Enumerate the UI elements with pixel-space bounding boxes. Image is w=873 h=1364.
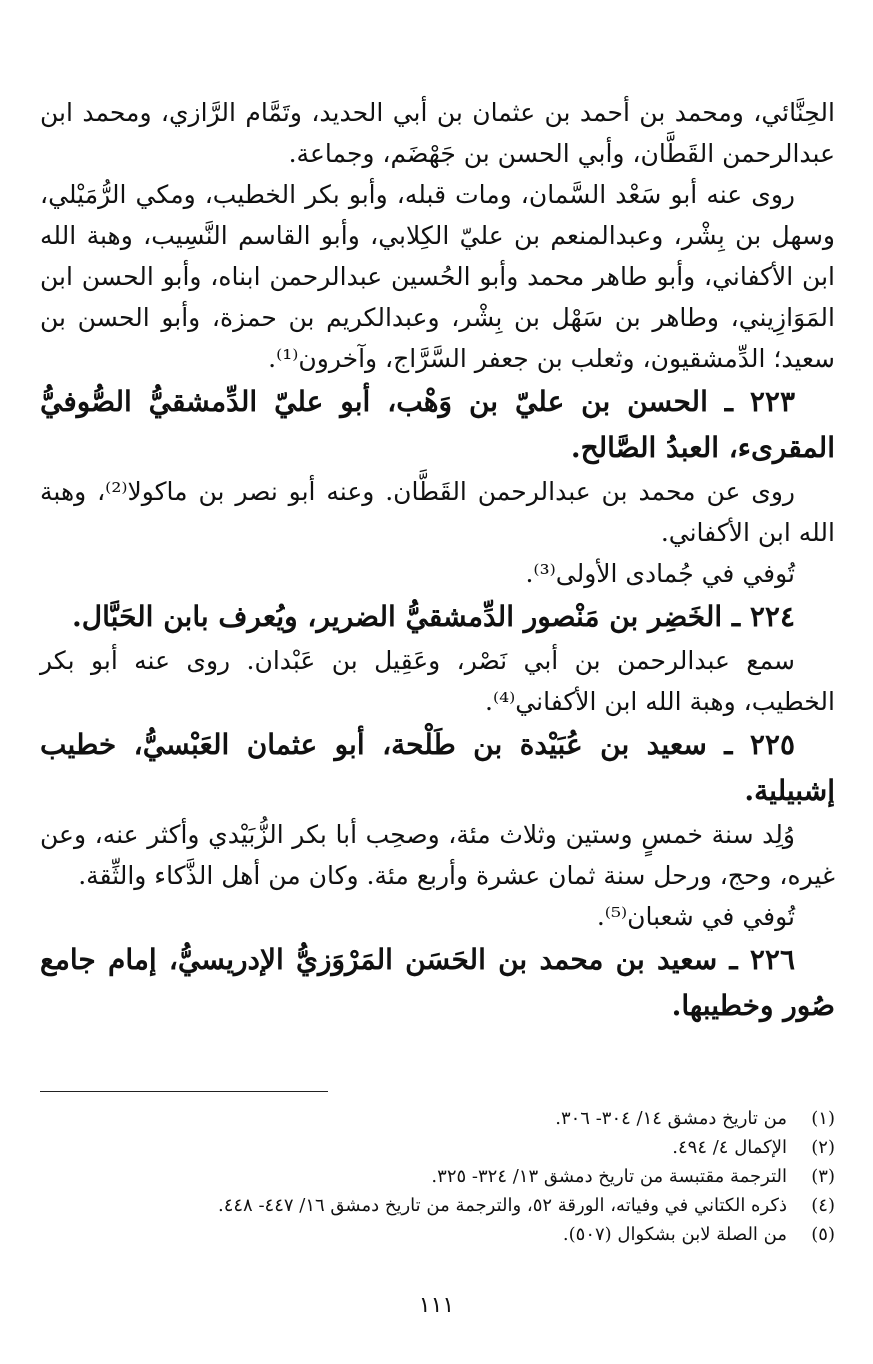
paragraph: تُوفي في شعبان⁽⁵⁾. — [596, 902, 795, 931]
entry-heading-225: ٢٢٥ ـ سعيد بن عُبَيْدة بن طَلْحة، أبو عثمان العَبْسيُّ، خطيب إشبيلية. — [40, 728, 835, 807]
footnote-number: (١) — [811, 1108, 835, 1129]
page-number: ١١١ — [418, 1293, 455, 1318]
paragraph: روى عنه أبو سَعْد السَّمان، ومات قبله، وأبو بكر الخطيب، ومكي الرُّمَيْلي، وسهل بن بِشْر، وعبدالمنعم بن عليّ الكِلابي، وأبو القاسم النَّسِيب، وهبة الله ابن الأكفاني، وأبو طاهر محمد وأبو الحُسين عبدالرحمن ابناه، وأبو الحسن ابن المَوَازِيني، وطاهر بن سَهْل بن بِشْر، وعبدالكريم بن حمزة، وأبو الحسن بن سعيد؛ الدِّمشقيون، وثعلب بن جعفر السَّرَّاج، وآخرون⁽¹⁾. — [40, 180, 835, 373]
footnote-number: (٤) — [811, 1195, 835, 1216]
footnote-text: من الصلة لابن بشكوال (٥٠٧). — [562, 1224, 787, 1245]
footnote-number: (٣) — [811, 1166, 835, 1187]
paragraph: وُلِد سنة خمسٍ وستين وثلاث مئة، وصحِب أبا بكر الزُّبَيْدي وأكثر عنه، وعن غيره، وحج، ورحل سنة ثمان عشرة وأربع مئة. وكان من أهل الذَّكاء والثِّقة. — [40, 820, 835, 890]
paragraph: روى عن محمد بن عبدالرحمن القَطَّان. وعنه أبو نصر بن ماكولا⁽²⁾، وهبة الله ابن الأكفاني. — [40, 477, 835, 547]
footnote-divider — [40, 1091, 328, 1092]
footnote-item — [40, 1191, 835, 1220]
footnote-number: (٥) — [811, 1224, 835, 1245]
footnote-item — [40, 1104, 835, 1133]
footnote-item — [40, 1220, 835, 1249]
footnote-text: من تاريخ دمشق ١٤/ ٣٠٤- ٣٠٦. — [555, 1108, 787, 1129]
paragraph: سمع عبدالرحمن بن أبي نَصْر، وعَقِيل بن عَبْدان. روى عنه أبو بكر الخطيب، وهبة الله ابن الأكفاني⁽⁴⁾. — [40, 646, 835, 716]
paragraph: تُوفي في جُمادى الأولى⁽³⁾. — [525, 559, 795, 588]
footnote-text: ذكره الكتاني في وفياته، الورقة ٥٢، والترجمة من تاريخ دمشق ١٦/ ٤٤٧- ٤٤٨. — [217, 1195, 787, 1216]
footnote-number: (٢) — [811, 1137, 835, 1158]
paragraph: الحِنَّائي، ومحمد بن أحمد بن عثمان بن أبي الحديد، وتَمَّام الرَّازي، ومحمد ابن عبدالرحمن القَطَّان، وأبي الحسن بن جَهْضَم، وجماعة. — [40, 98, 835, 168]
footnote-item — [40, 1162, 835, 1191]
entry-heading-226: ٢٢٦ ـ سعيد بن محمد بن الحَسَن المَرْوَزيُّ الإدريسيُّ، إمام جامع صُور وخطيبها. — [40, 943, 835, 1022]
footnote-text: الترجمة مقتبسة من تاريخ دمشق ١٣/ ٣٢٤- ٣٢٥. — [431, 1166, 787, 1187]
footnotes — [40, 1104, 835, 1249]
entry-heading-223: ٢٢٣ ـ الحسن بن عليّ بن وَهْب، أبو عليّ الدِّمشقيُّ الصُّوفيُّ المقرىء، العبدُ الصَّالح. — [40, 385, 835, 464]
entry-heading-224: ٢٢٤ ـ الخَضِر بن مَنْصور الدِّمشقيُّ الضرير، ويُعرف بابن الحَبَّال. — [72, 600, 795, 633]
footnote-text: الإكمال ٤/ ٤٩٤. — [672, 1137, 787, 1158]
footnote-item — [40, 1133, 835, 1162]
main-text — [40, 92, 835, 1072]
